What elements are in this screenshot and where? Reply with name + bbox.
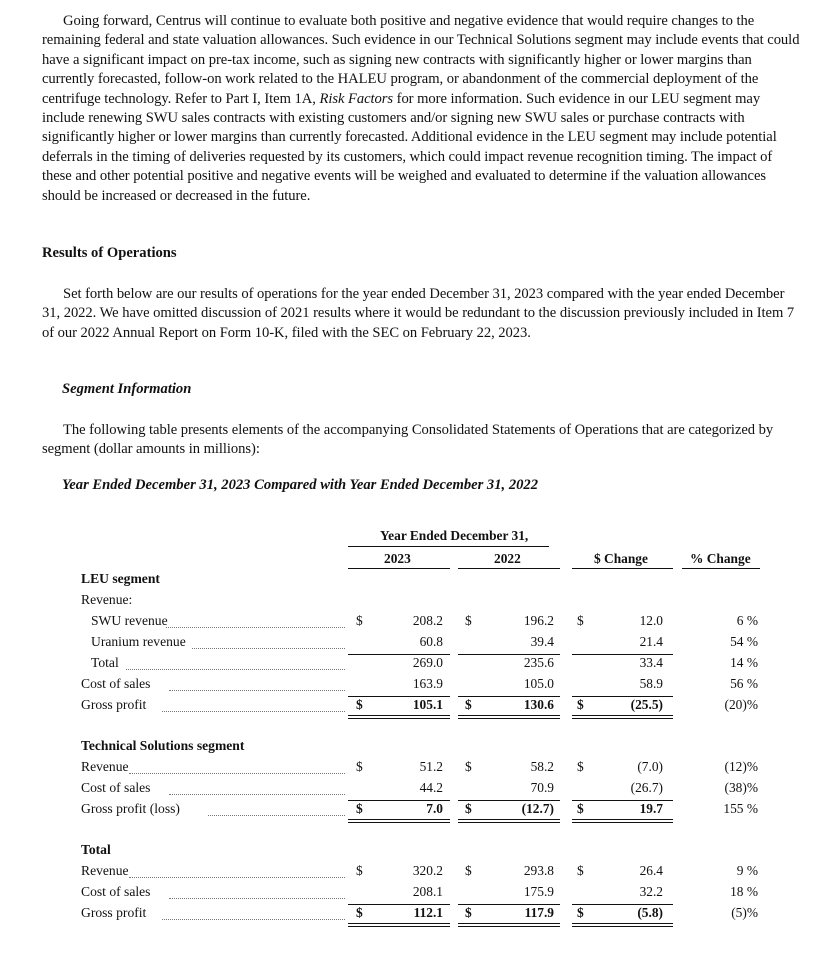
currency-symbol: $	[356, 863, 363, 878]
value-2023: 44.2	[419, 780, 443, 795]
subtotal-rule	[348, 800, 450, 801]
section-title: LEU segment	[81, 571, 160, 586]
value-dollar-change: 33.4	[639, 655, 663, 670]
total-double-rule	[348, 718, 450, 719]
total-double-rule	[572, 923, 673, 924]
dot-leader	[162, 711, 345, 712]
value-2023: 208.2	[412, 613, 443, 628]
row-label: Gross profit	[81, 697, 147, 712]
total-double-rule	[458, 819, 560, 820]
row-label: Revenue	[81, 759, 129, 774]
value-2023: 112.1	[413, 905, 443, 920]
value-percent-change: 54 %	[730, 634, 758, 649]
currency-symbol: $	[465, 759, 472, 774]
total-double-rule	[572, 822, 673, 823]
dot-leader	[208, 815, 345, 816]
value-2022: 58.2	[530, 759, 554, 774]
dot-leader	[129, 877, 345, 878]
row-label: Revenue:	[81, 592, 133, 607]
currency-symbol: $	[356, 905, 363, 920]
value-percent-change: 6 %	[736, 613, 758, 628]
value-2022: 117.9	[524, 905, 554, 920]
section-title: Technical Solutions segment	[81, 738, 245, 753]
total-double-rule	[458, 926, 560, 927]
paragraph-text: for more information. Such evidence in our LEU segment may include renewing SWU sales contracts with existing customers and/or signing new SWU sales or purchase contracts with significantly higher or lower margins than currently forecasted. Additional evidence in the LEU segment may include potential deferrals in the timing of deliveries requested by its customers, which could impact revenue recognition timing. The impact of these and other potential positive and negative events will be weighed and evaluated to determine if the valuation allowances should be increased or decreased in the future.	[42, 90, 777, 204]
total-double-rule	[572, 926, 673, 927]
header-rule	[348, 546, 549, 547]
value-2022: 39.4	[530, 634, 554, 649]
currency-symbol: $	[356, 613, 363, 628]
value-dollar-change: (26.7)	[630, 780, 663, 795]
row-label: Cost of sales	[81, 884, 151, 899]
dot-leader	[129, 773, 345, 774]
dot-leader	[162, 919, 345, 920]
value-2022: 293.8	[523, 863, 554, 878]
row-label: Cost of sales	[81, 676, 151, 691]
value-dollar-change: (5.8)	[637, 905, 663, 920]
dot-leader	[126, 669, 345, 670]
valuation-allowance-paragraph	[42, 12, 802, 206]
header-percent-change: % Change	[690, 551, 751, 566]
subtotal-rule	[572, 696, 673, 697]
dot-leader	[169, 898, 345, 899]
dot-leader	[169, 794, 345, 795]
currency-symbol: $	[577, 613, 584, 628]
value-dollar-change: 58.9	[639, 676, 663, 691]
value-dollar-change: (7.0)	[637, 759, 663, 774]
subtotal-rule	[458, 654, 560, 655]
value-2023: 51.2	[419, 759, 443, 774]
value-dollar-change: 21.4	[639, 634, 663, 649]
value-2022: 235.6	[523, 655, 554, 670]
table-title: Year Ended December 31, 2023 Compared with Year Ended December 31, 2022	[62, 477, 539, 493]
subtotal-rule	[348, 696, 450, 697]
row-label: Uranium revenue	[91, 634, 186, 649]
subtotal-rule	[348, 904, 450, 905]
header-2022: 2022	[494, 551, 521, 566]
results-intro-paragraph: Set forth below are our results of operations for the year ended December 31, 2023 compared with the year ended December 31, 2022. We have omitted discussion of 2021 results where it would be redundant to the discussion previously included in Item 7 of our 2022 Annual Report on Form 10-K, filed with the SEC on February 22, 2023.	[42, 286, 795, 341]
value-2022: 70.9	[530, 780, 554, 795]
total-double-rule	[348, 923, 450, 924]
total-double-rule	[348, 715, 450, 716]
currency-symbol: $	[356, 801, 363, 816]
value-2023: 60.8	[419, 634, 443, 649]
row-label: Total	[91, 655, 119, 670]
value-2022: 175.9	[523, 884, 554, 899]
paragraph-text: Going forward, Centrus will continue to evaluate both positive and negative evidence that would require changes to the remaining federal and state valuation allowances. Such evidence in our Technical Solutions segment may include events that could have a significant impact on pre-tax income, such as signing new contracts with significantly higher or lower margins than currently forecasted, follow-on work related to the HALEU program, or abandonment of the commercial deployment of the centrifuge technology. Refer to Part I, Item 1A,	[42, 13, 800, 107]
header-rule-2023	[348, 568, 450, 569]
value-percent-change: 56 %	[730, 676, 758, 691]
currency-symbol: $	[577, 801, 584, 816]
value-dollar-change: 32.2	[639, 884, 663, 899]
currency-symbol: $	[577, 697, 584, 712]
value-2022: (12.7)	[521, 801, 554, 816]
subtotal-rule	[348, 654, 450, 655]
value-dollar-change: 12.0	[639, 613, 663, 628]
header-year-ended: Year Ended December 31,	[380, 528, 529, 543]
header-rule-pct	[682, 568, 760, 569]
value-2023: 163.9	[412, 676, 443, 691]
currency-symbol: $	[577, 759, 584, 774]
dot-leader	[169, 690, 345, 691]
value-percent-change: (20)%	[724, 697, 758, 712]
row-label: Gross profit (loss)	[81, 801, 180, 816]
subtotal-rule	[458, 904, 560, 905]
value-2023: 208.1	[412, 884, 443, 899]
currency-symbol: $	[465, 613, 472, 628]
total-double-rule	[572, 718, 673, 719]
value-2022: 196.2	[523, 613, 554, 628]
header-rule-change	[572, 568, 673, 569]
value-2023: 7.0	[426, 801, 443, 816]
value-percent-change: (12)%	[724, 759, 758, 774]
value-percent-change: 9 %	[736, 863, 758, 878]
value-2023: 269.0	[412, 655, 443, 670]
currency-symbol: $	[465, 905, 472, 920]
header-dollar-change: $ Change	[594, 551, 648, 566]
value-percent-change: 18 %	[730, 884, 758, 899]
value-2022: 105.0	[523, 676, 554, 691]
currency-symbol: $	[577, 905, 584, 920]
value-percent-change: 14 %	[730, 655, 758, 670]
header-2023: 2023	[384, 551, 411, 566]
value-percent-change: (5)%	[731, 905, 758, 920]
value-2023: 105.1	[412, 697, 443, 712]
results-of-operations-heading: Results of Operations	[42, 245, 177, 261]
value-2023: 320.2	[412, 863, 443, 878]
value-percent-change: 155 %	[723, 801, 758, 816]
total-double-rule	[458, 822, 560, 823]
segment-table-intro-paragraph: The following table presents elements of the accompanying Consolidated Statements of Operations that are categorized by segment (dollar amounts in millions):	[42, 422, 774, 458]
header-rule-2022	[458, 568, 560, 569]
currency-symbol: $	[465, 863, 472, 878]
row-label: Revenue	[81, 863, 129, 878]
subtotal-rule	[572, 904, 673, 905]
total-double-rule	[572, 715, 673, 716]
total-double-rule	[458, 715, 560, 716]
currency-symbol: $	[465, 801, 472, 816]
section-title: Total	[81, 842, 111, 857]
row-label: SWU revenue	[91, 613, 168, 628]
total-double-rule	[572, 819, 673, 820]
subtotal-rule	[458, 800, 560, 801]
currency-symbol: $	[356, 697, 363, 712]
value-dollar-change: (25.5)	[630, 697, 663, 712]
dot-leader	[166, 627, 345, 628]
currency-symbol: $	[465, 697, 472, 712]
risk-factors-reference: Risk Factors	[319, 90, 394, 107]
subtotal-rule	[572, 800, 673, 801]
total-double-rule	[348, 822, 450, 823]
value-2022: 130.6	[523, 697, 554, 712]
currency-symbol: $	[577, 863, 584, 878]
subtotal-rule	[458, 696, 560, 697]
total-double-rule	[458, 923, 560, 924]
total-double-rule	[348, 926, 450, 927]
currency-symbol: $	[356, 759, 363, 774]
subtotal-rule	[572, 654, 673, 655]
dot-leader	[192, 648, 345, 649]
row-label: Cost of sales	[81, 780, 151, 795]
value-dollar-change: 26.4	[639, 863, 663, 878]
row-label: Gross profit	[81, 905, 147, 920]
segment-information-heading: Segment Information	[62, 381, 192, 397]
value-percent-change: (38)%	[724, 780, 758, 795]
total-double-rule	[458, 718, 560, 719]
value-dollar-change: 19.7	[639, 801, 663, 816]
total-double-rule	[348, 819, 450, 820]
